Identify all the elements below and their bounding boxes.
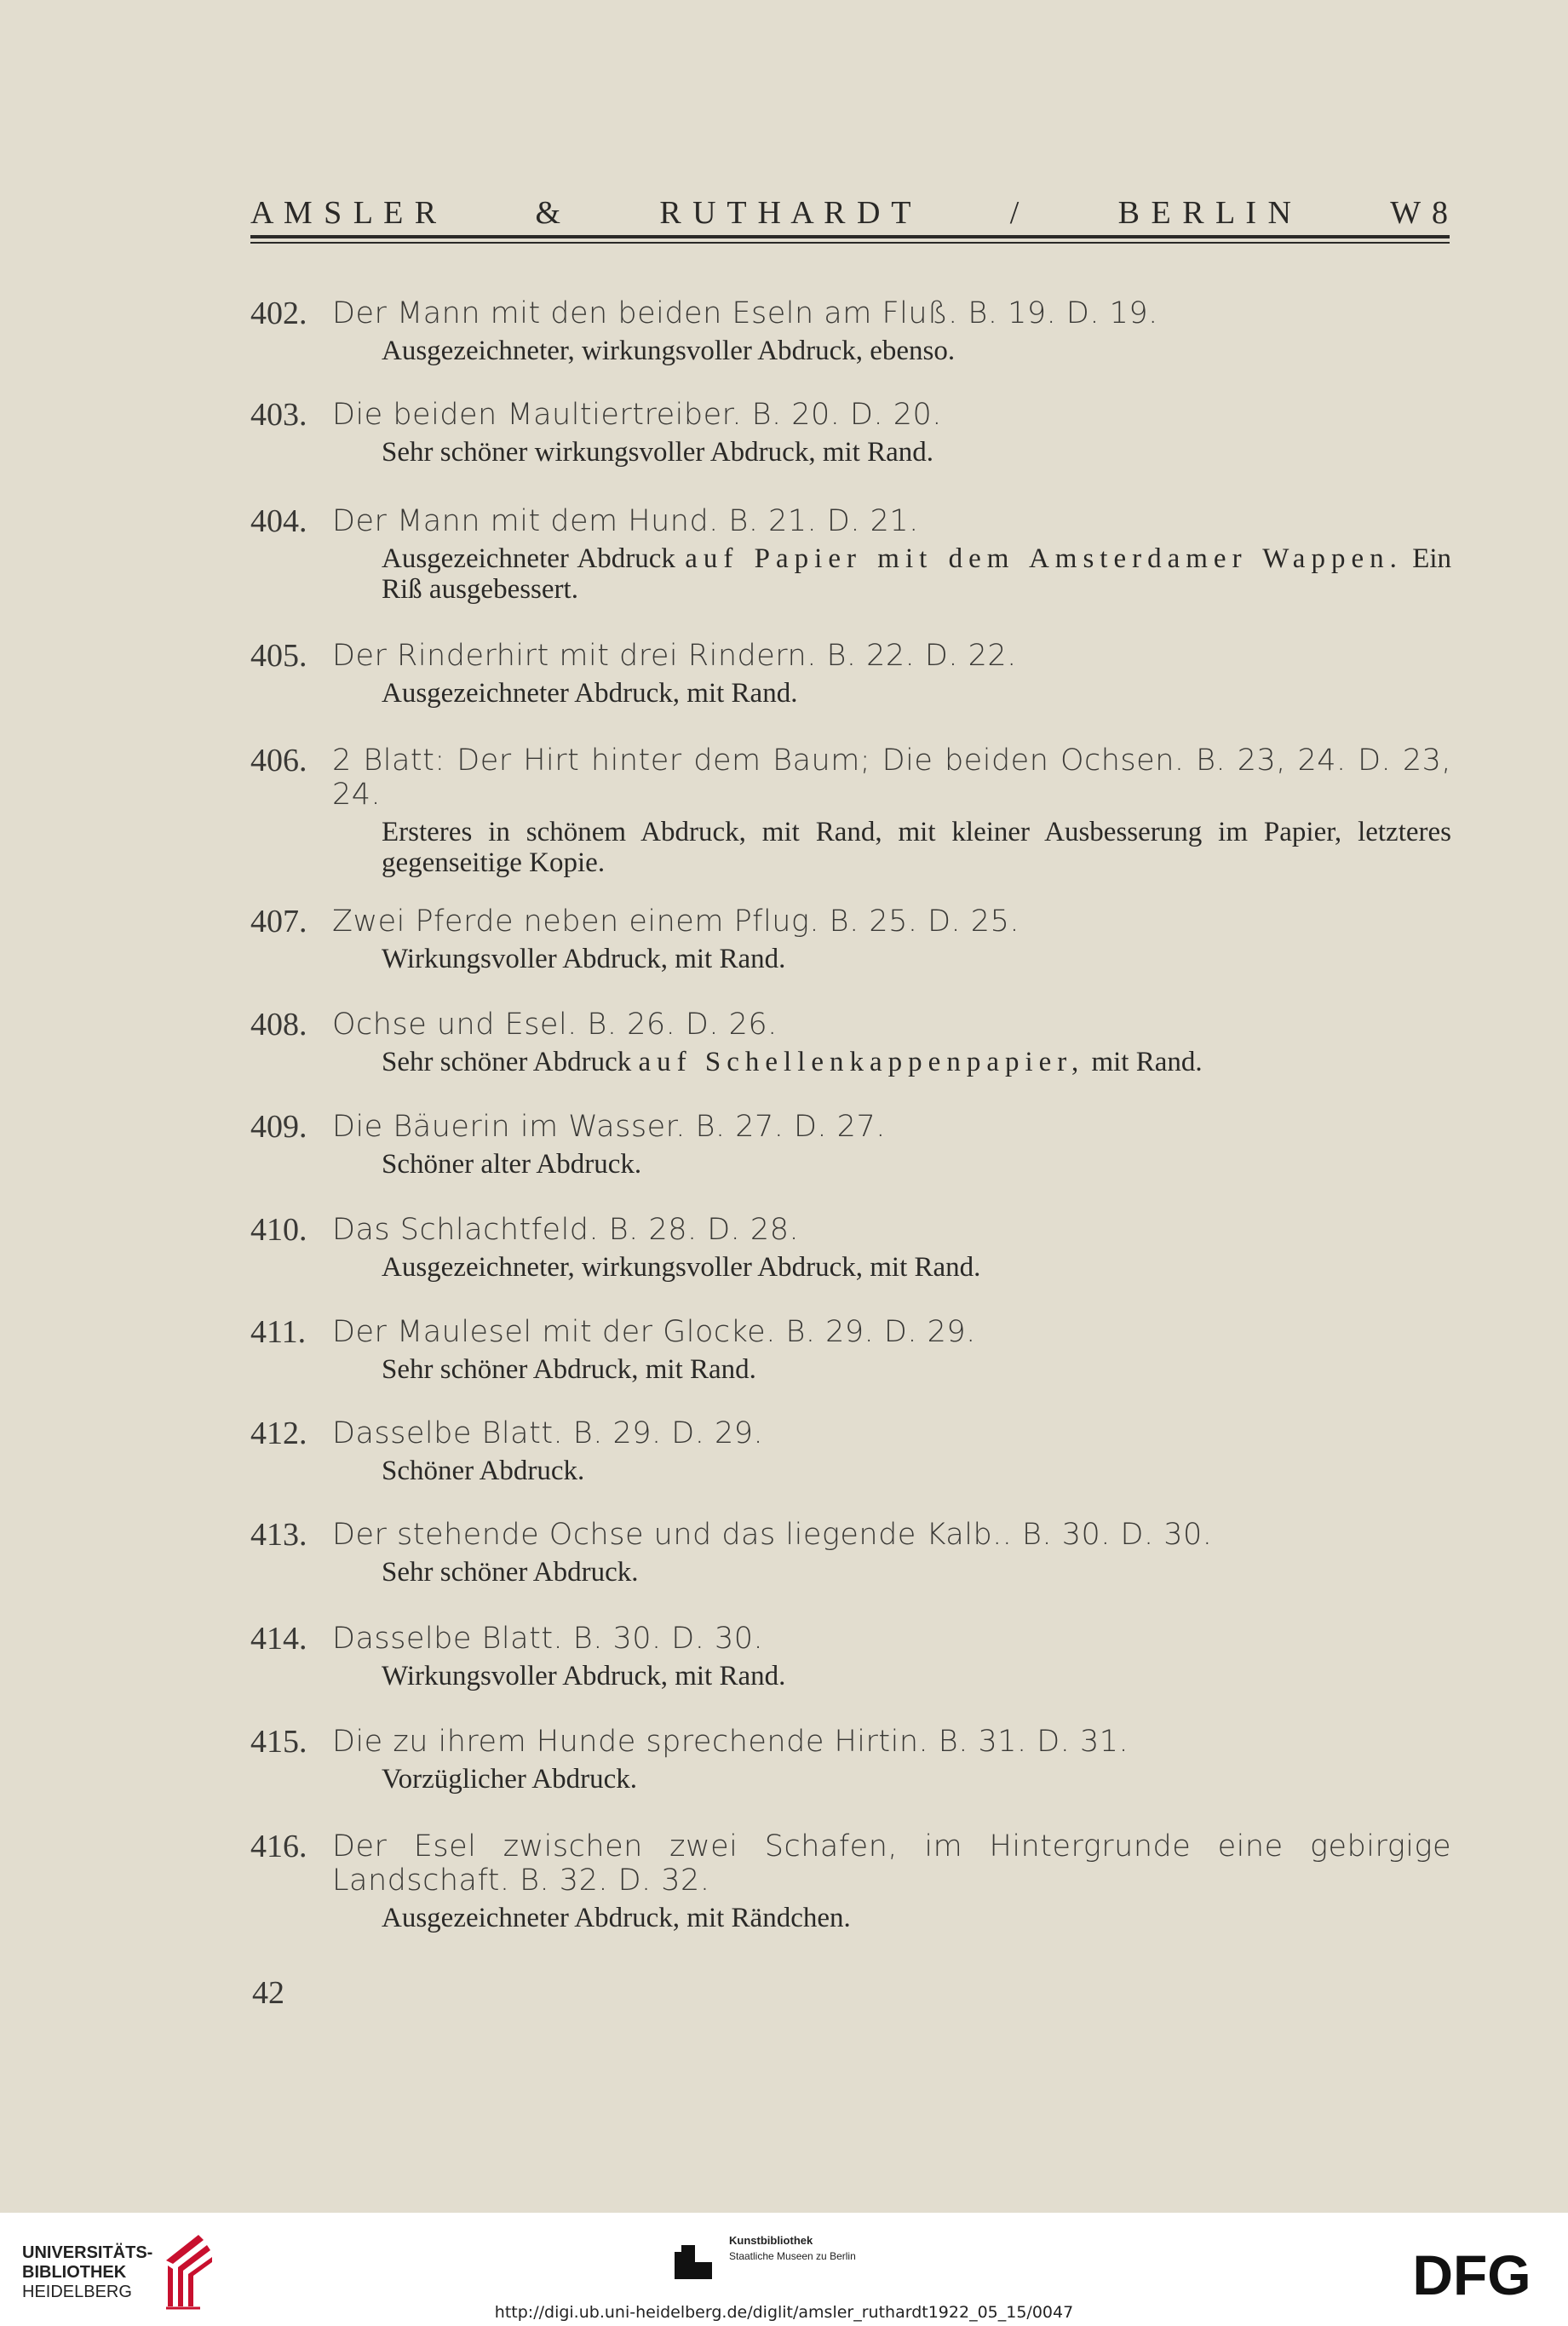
ub-line-3: HEIDELBERG — [22, 2283, 132, 2301]
dfg-logo-text: DFG — [1412, 2243, 1531, 2303]
ub-heidelberg-logo-text[interactable] — [22, 2243, 152, 2302]
entry-title: Das Schlachtfeld. B. 28. D. 28. — [332, 1213, 800, 1247]
ub-line-1: UNIVERSITÄTS- — [22, 2243, 153, 2262]
entry-number: 404. — [250, 503, 307, 539]
header-w8: W 8 — [1390, 195, 1450, 231]
header-ampersand: & — [535, 195, 563, 231]
kb-line-2: Staatliche Museen zu Berlin — [729, 2250, 856, 2262]
entry-note-part-spaced: auf Schellenkappenpapier, — [638, 1047, 1085, 1077]
entry-number: 406. — [250, 743, 307, 778]
entry-title: Der Esel zwischen zwei Schafen, im Hintergrunde eine gebirgige Landschaft. B. 32. D. 32. — [332, 1829, 1451, 1898]
entry-number: 416. — [250, 1829, 307, 1864]
entry-note: Schöner alter Abdruck. — [382, 1149, 642, 1180]
entry-title: Der Mann mit den beiden Eseln am Fluß. B. 19. D. 19. — [332, 296, 1158, 330]
permalink-url[interactable]: http://digi.ub.uni-heidelberg.de/diglit/amsler_ruthardt1922_05_15/0047 — [494, 2303, 1074, 2322]
entry-note: Ersteres in schönem Abdruck, mit Rand, mit kleiner Ausbesserung im Papier, letzteres gegenseitige Kopie. — [382, 817, 1451, 878]
entry-414 — [250, 1622, 1451, 1691]
entry-number: 412. — [250, 1416, 307, 1451]
ub-heidelberg-logo-icon[interactable] — [158, 2228, 217, 2313]
entry-number: 408. — [250, 1007, 307, 1042]
entry-note: Ausgezeichneter, wirkungsvoller Abdruck, ebenso. — [382, 336, 956, 366]
entry-number: 411. — [250, 1314, 307, 1350]
entry-title: Dasselbe Blatt. B. 29. D. 29. — [332, 1416, 764, 1450]
entry-note: Wirkungsvoller Abdruck, mit Rand. — [382, 944, 786, 974]
entry-title: Der Mann mit dem Hund. B. 21. D. 21. — [332, 504, 919, 538]
entry-number: 403. — [250, 397, 307, 433]
entry-title: Die Bäuerin im Wasser. B. 27. D. 27. — [332, 1110, 886, 1144]
entry-409 — [250, 1110, 1451, 1180]
entry-note: Ausgezeichneter Abdruck, mit Rändchen. — [382, 1903, 851, 1933]
page-number: 42 — [252, 1975, 284, 2011]
entry-number: 410. — [250, 1212, 307, 1248]
entry-note-part-a: Sehr schöner Abdruck — [382, 1047, 632, 1077]
kb-line-1: Kunstbibliothek — [729, 2234, 813, 2247]
entry-note: Sehr schöner Abdruck. — [382, 1557, 639, 1588]
footer-bar — [0, 2213, 1568, 2326]
entry-405 — [250, 639, 1451, 709]
entry-note: Ausgezeichneter Abdruck, mit Rand. — [382, 678, 798, 709]
entry-title: Ochse und Esel. B. 26. D. 26. — [332, 1008, 778, 1042]
entry-note: Sehr schöner Abdruck, mit Rand. — [382, 1354, 756, 1385]
entry-title: Der Rinderhirt mit drei Rindern. B. 22. D. 22. — [332, 639, 1017, 673]
entry-406 — [250, 744, 1451, 878]
entry-title: 2 Blatt: Der Hirt hinter dem Baum; Die beiden Ochsen. B. 23, 24. D. 23, 24. — [332, 744, 1451, 812]
entry-number: 405. — [250, 638, 307, 674]
entry-number: 402. — [250, 296, 307, 331]
header-amsler: A M S L E R — [250, 195, 439, 231]
entry-note: Ausgezeichneter, wirkungsvoller Abdruck, mit Rand. — [382, 1252, 981, 1283]
header-slash: / — [1009, 195, 1021, 231]
entry-403 — [250, 398, 1451, 468]
entry-note: Schöner Abdruck. — [382, 1456, 585, 1486]
entry-note-part-c: mit Rand. — [1091, 1047, 1203, 1077]
entry-note-part-a: Ausgezeichneter Abdruck — [382, 543, 675, 574]
entry-413 — [250, 1518, 1451, 1588]
entry-number: 413. — [250, 1517, 307, 1553]
header-berlin: B E R L I N — [1117, 195, 1293, 231]
entry-number: 414. — [250, 1621, 307, 1657]
dfg-logo[interactable] — [1395, 2243, 1548, 2303]
entry-title: Zwei Pferde neben einem Pflug. B. 25. D. 25. — [332, 905, 1019, 939]
entry-title: Dasselbe Blatt. B. 30. D. 30. — [332, 1622, 764, 1656]
entry-number: 407. — [250, 904, 307, 939]
entry-note: Vorzüglicher Abdruck. — [382, 1764, 637, 1795]
entry-404 — [250, 504, 1451, 605]
kunstbibliothek-logo-text[interactable] — [729, 2233, 856, 2264]
entry-number: 415. — [250, 1724, 307, 1760]
header-ruthardt: R U T H A R D T — [659, 195, 913, 231]
entry-415 — [250, 1725, 1451, 1795]
entry-411 — [250, 1315, 1451, 1385]
entry-note-part-c: Ein Riß ausgebessert. — [382, 543, 1452, 605]
entry-number: 409. — [250, 1109, 307, 1145]
ub-line-2: BIBLIOTHEK — [22, 2263, 127, 2282]
kunstbibliothek-logo-icon[interactable] — [669, 2237, 717, 2284]
entry-title: Der Maulesel mit der Glocke. B. 29. D. 29. — [332, 1315, 976, 1349]
entry-402 — [250, 296, 1451, 366]
entry-408 — [250, 1008, 1451, 1077]
entry-title: Die zu ihrem Hunde sprechende Hirtin. B. 31. D. 31. — [332, 1725, 1129, 1759]
entry-407 — [250, 905, 1451, 974]
entry-410 — [250, 1213, 1451, 1283]
entry-note-part-spaced: auf Papier mit dem Amsterdamer Wappen. — [685, 543, 1403, 574]
entry-note: Wirkungsvoller Abdruck, mit Rand. — [382, 1661, 786, 1691]
entry-note — [382, 1047, 1451, 1077]
entry-title: Der stehende Ochse und das liegende Kalb.. B. 30. D. 30. — [332, 1518, 1213, 1552]
entry-412 — [250, 1416, 1451, 1486]
entry-title: Die beiden Maultiertreiber. B. 20. D. 20. — [332, 398, 942, 432]
entry-note: Sehr schöner wirkungsvoller Abdruck, mit Rand. — [382, 437, 933, 468]
entry-note — [382, 543, 1451, 605]
entry-416 — [250, 1829, 1451, 1933]
